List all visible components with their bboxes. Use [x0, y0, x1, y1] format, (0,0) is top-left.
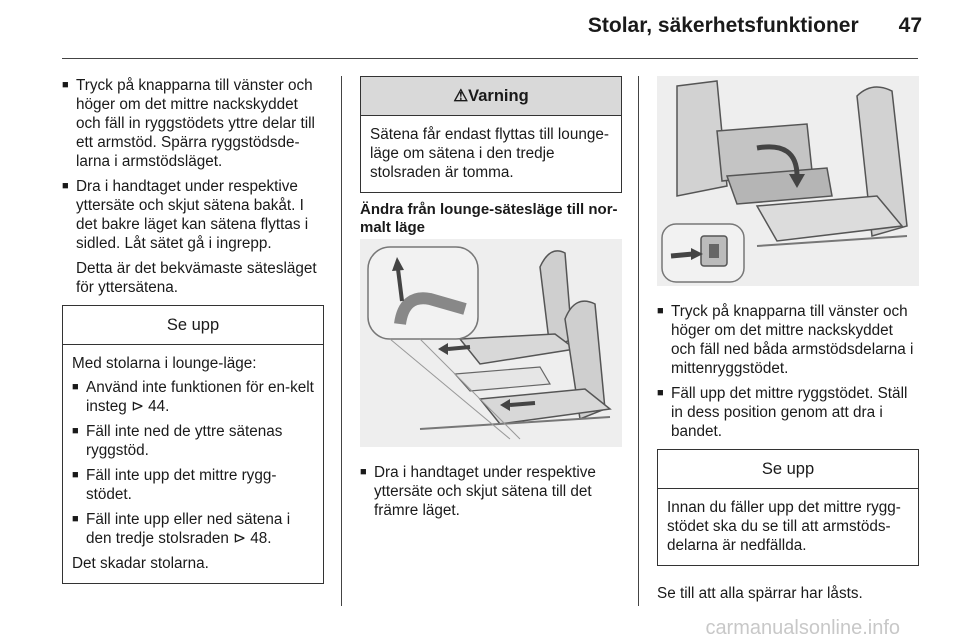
page-title: Stolar, säkerhetsfunktioner [587, 14, 859, 37]
caution-outro: Det skadar stolarna. [72, 555, 209, 572]
caution-box [62, 305, 324, 584]
warning-triangle-icon: ⚠ [453, 87, 469, 105]
caution-item: ■ Fäll inte upp eller ned sätena i den tredje stolsraden ⊳ 48. [72, 510, 314, 548]
instruction-bullet: ■ Dra i handtaget under respektive yttersäte och skjut sätena bakåt. I det bakre läget kan sätena flyttas i sidled. Låt sätet gå i ingrepp. [62, 177, 324, 253]
caution-title: Se upp [658, 450, 918, 489]
page-number: 47 [898, 14, 922, 37]
page-ref-link[interactable]: 44. [148, 398, 170, 415]
caution-box [657, 449, 919, 566]
instruction-bullet: ■ Tryck på knapparna till vänster och höger om det mittre nackskyddet och fäll in ryggstödets yttre delar till ett armstöd. Spärra ryggstödsde-larna i armstödsläget. [62, 76, 324, 171]
push-arrow-icon [671, 254, 693, 256]
body-paragraph: Detta är det bekvämaste sätesläget för yttersätena. [76, 260, 317, 296]
page-header [588, 14, 922, 38]
caution-item: ■ Fäll inte ned de yttre sätenas ryggstöd. [72, 422, 314, 460]
page-ref-link[interactable]: 48. [250, 530, 272, 547]
column-1 [62, 76, 324, 592]
instruction-bullet: ■ Dra i handtaget under respektive yttersäte och skjut sätena till det främre läget. [360, 463, 622, 520]
body-paragraph: Se till att alla spärrar har låsts. [657, 585, 863, 602]
slide-arrow-icon [448, 347, 470, 349]
page-ref-icon: ⊳ [233, 530, 251, 547]
warning-title: Varning [468, 87, 529, 105]
slide-arrow-icon [510, 403, 535, 405]
caution-body [63, 345, 323, 583]
instruction-bullet: ■ Fäll upp det mittre ryggstödet. Ställ in dess position genom att dra i bandet. [657, 384, 919, 441]
header-divider [62, 58, 918, 59]
page-ref-icon: ⊳ [131, 398, 149, 415]
warning-body: Sätena får endast flyttas till lounge-läge om sätena i den tredje stolsraden är tomma. [370, 126, 609, 181]
caution-title: Se upp [63, 306, 323, 345]
warning-header [361, 77, 621, 116]
caution-item: ■ Använd inte funktionen för en-kelt insteg ⊳ 44. [72, 378, 314, 416]
watermark: carmanualsonline.info [705, 617, 900, 639]
seat-illustration-lounge-to-normal [360, 239, 622, 447]
column-divider-2 [638, 76, 639, 606]
caution-intro: Med stolarna i lounge-läge: [72, 355, 257, 372]
instruction-bullet: ■ Tryck på knapparna till vänster och höger om det mittre nackskyddet och fäll ned båda armstödsdelarna i mittenryggstödet. [657, 302, 919, 378]
section-subheading: Ändra från lounge-sätesläge till nor-malt läge [360, 201, 618, 236]
column-divider-1 [341, 76, 342, 606]
seat-diagram-svg [360, 239, 622, 447]
seat-illustration-armrest [657, 76, 919, 286]
armrest-diagram-svg [657, 76, 919, 286]
column-2 [360, 76, 622, 526]
warning-box [360, 76, 622, 193]
caution-item: ■ Fäll inte upp det mittre rygg-stödet. [72, 466, 314, 504]
caution-body: Innan du fäller upp det mittre rygg-stödet ska du se till att armstöds-delarna är nedfällda. [667, 499, 901, 554]
column-3 [657, 76, 919, 609]
